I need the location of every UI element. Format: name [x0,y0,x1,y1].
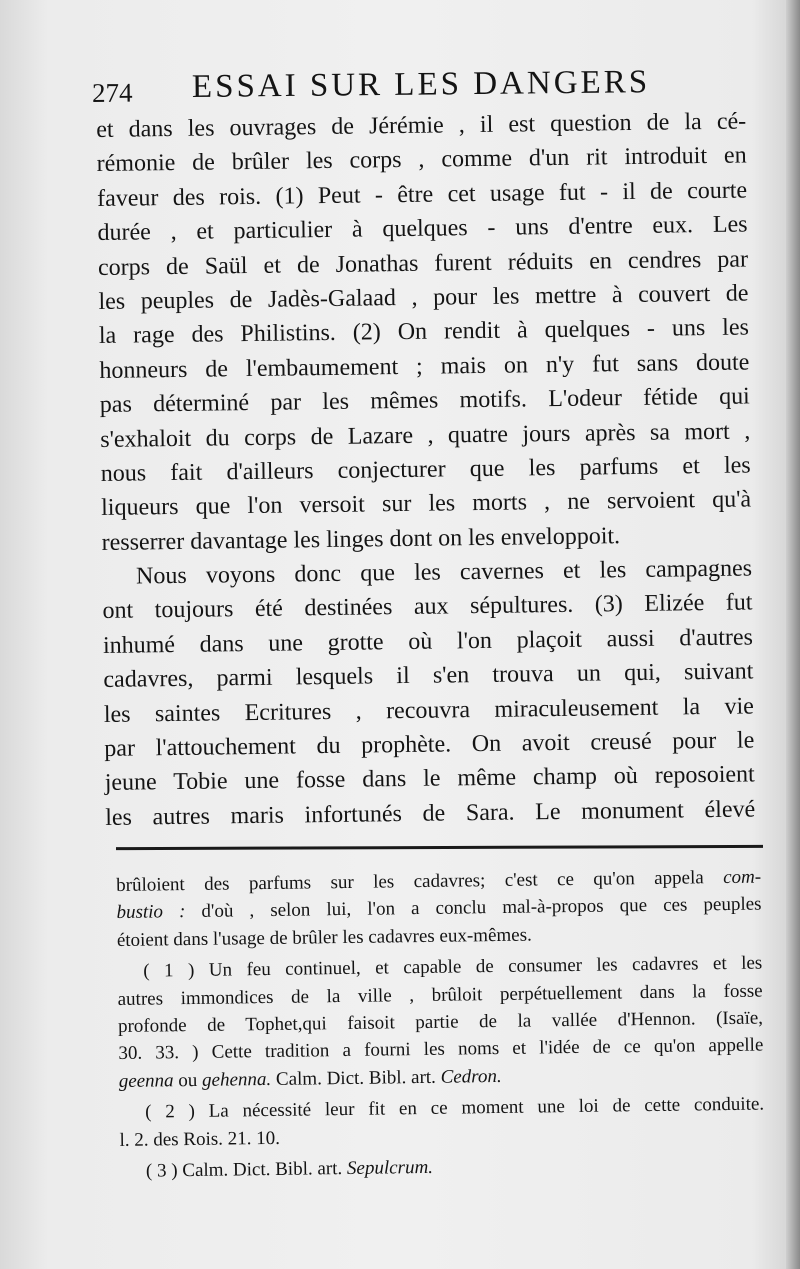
text-line: rémonie de brûler les corps , comme d'un rit introduit en [96,142,747,178]
main-text [96,104,755,835]
text-line: par l'attouchement du prophète. On avoit creusé pour le [104,727,755,762]
footnote-divider [116,845,763,850]
text-line: et dans les ouvrages de Jérémie , il est question de la cé- [96,108,747,143]
footnote-line: 30. 33. ) Cette tradition a fourni les noms et l'idée de ce qu'on appelle [118,1034,764,1065]
text-line: faveur des rois. (1) Peut - être cet usage fut - il de courte [96,177,748,212]
text-line: inhumé dans une grotte où l'on plaçoit aussi d'autres [102,624,754,659]
text-line: corps de Saül et de Jonathas furent réduits en cendres par [97,246,749,281]
footnote-1: ( 1 ) Un feu continuel, et capable de consumer les cadavres et les [143,952,763,982]
footnote-italic: com- [723,866,762,889]
footnote-2: ( 2 ) La nécessité leur fit en ce moment une loi de cette conduite. [145,1093,765,1123]
footnote-line: étoient dans l'usage de brûler les cadavres eux-mêmes. [116,924,532,951]
footnote-italic: Sepulcrum. [346,1156,434,1179]
footnote-line: l. 2. des Rois. 21. 10. [119,1127,281,1151]
footnote-italic: gehenna. [201,1068,272,1091]
footnote-text: ( 3 ) Calm. Dict. Bibl. art. [145,1157,348,1182]
text-line: cadavres, parmi lesquels il s'en trouva un qui, suivant [103,658,754,694]
footnote-italic: bustio : [116,901,186,924]
text-line: liqueurs que l'on versoit sur les morts , ne servoient qu'à [101,486,752,522]
text-line: nous fait d'ailleurs conjecturer que les parfums et les [100,452,751,487]
footnote-text: brûloient des parfums sur les cadavres; c'est ce qu'on appela [116,867,724,896]
text-line: s'exhaloit du corps de Lazare , quatre jours après sa mort , [100,417,751,453]
running-title: ESSAI SUR LES DANGERS [191,64,651,105]
text-line: la rage des Philistins. (2) On rendit à quelques - uns les [98,314,750,350]
footnote-italic: geenna [118,1069,174,1092]
footnote-text: d'où , selon lui, l'on a conclu mal-à-propos que ces peuples [185,893,762,923]
footnotes [116,864,765,1186]
footnote-line: autres immondices de la ville , brûloit perpétuellement dans la fosse [117,980,763,1010]
text-line: Nous voyons donc que les cavernes et les campagnes [135,555,753,590]
text-line: ont toujours été destinées aux sépultures. (3) Elizée fut [102,589,753,625]
footnote-line: profonde de Tophet,qui faisoit partie de la vallée d'Hennon. (Isaïe, [117,1007,764,1037]
footnote-text: ou [173,1069,203,1091]
page-number: 274 [91,77,133,108]
text-line: pas déterminé par les mêmes motifs. L'odeur fétide qui [99,383,750,419]
text-line: les saintes Ecritures , recouvra miraculeusement la vie [103,693,754,728]
text-line: durée , et particulier à quelques - uns d'entre eux. Les [97,211,748,247]
page-spine-edge [786,0,800,1269]
footnote-italic: Cedron. [440,1065,502,1088]
footnote-text: Calm. Dict. Bibl. art. [271,1066,441,1090]
text-line: resserrer davantage les linges dont on les enveloppoit. [101,522,621,556]
text-line: les peuples de Jadès-Galaad , pour les mettre à couvert de [98,280,749,315]
text-line: honneurs de l'embaumement ; mais on n'y fut sans doute [99,349,750,384]
text-line: les autres maris infortunés de Sara. Le monument élevé [105,796,756,831]
text-line: jeune Tobie une fosse dans le même champ où reposoient [104,761,755,797]
